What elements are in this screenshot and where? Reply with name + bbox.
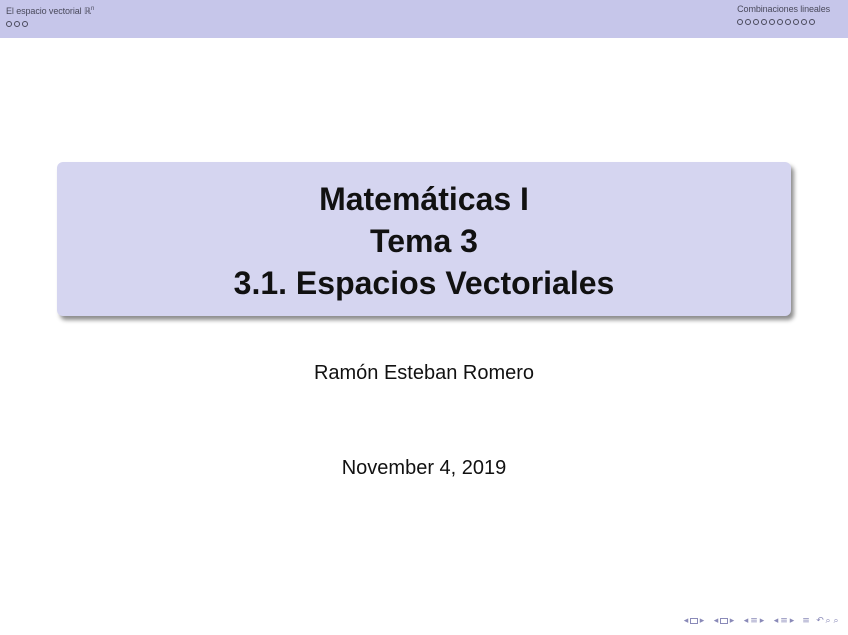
section-nav-group — [742, 615, 766, 627]
author-name: Ramón Esteban Romero — [313, 362, 535, 384]
frame-dot[interactable] — [745, 19, 751, 25]
next-subsection-arrow-icon[interactable]: ▸ — [729, 616, 735, 626]
back-icon[interactable]: ↶ — [816, 616, 824, 626]
frame-dot[interactable] — [14, 21, 20, 27]
document-icon[interactable]: ≡ — [780, 616, 788, 626]
frame-dot[interactable] — [777, 19, 783, 25]
nav-section-title[interactable]: El espacio vectorial ℝ$^n$ — [6, 6, 95, 16]
appendix-icon[interactable]: ≡ — [802, 616, 810, 626]
frame-dot[interactable] — [737, 19, 743, 25]
prev-section-arrow-icon[interactable]: ◂ — [743, 616, 749, 626]
next-document-arrow-icon[interactable]: ▸ — [789, 616, 795, 626]
presentation-date: November 4, 2019 — [341, 457, 507, 479]
frame-dot[interactable] — [769, 19, 775, 25]
nav-section-title[interactable]: Combinaciones lineales — [737, 4, 830, 14]
course-title: Matemáticas I — [319, 181, 529, 217]
prev-frame-arrow-icon[interactable]: ◂ — [683, 616, 689, 626]
frame-dot[interactable] — [809, 19, 815, 25]
nav-frame-dots — [737, 19, 830, 27]
search-icon[interactable]: ⌕ — [833, 616, 839, 626]
beamer-navigation-symbols — [676, 615, 840, 627]
nav-frame-dots — [6, 21, 94, 29]
prev-subsection-arrow-icon[interactable]: ◂ — [713, 616, 719, 626]
section-icon[interactable]: ≡ — [750, 616, 758, 626]
frame-icon[interactable] — [690, 618, 698, 624]
topic-title: 3.1. Espacios Vectoriales — [233, 265, 615, 301]
next-section-arrow-icon[interactable]: ▸ — [759, 616, 765, 626]
subsection-nav-group — [712, 615, 736, 627]
frame-dot[interactable] — [753, 19, 759, 25]
subsection-icon[interactable] — [720, 618, 728, 624]
next-frame-arrow-icon[interactable]: ▸ — [699, 616, 705, 626]
frame-nav-group — [682, 615, 706, 627]
presentation-nav-group — [772, 615, 796, 627]
search-icon[interactable]: ⌕ — [825, 616, 831, 626]
frame-dot[interactable] — [22, 21, 28, 27]
frame-dot[interactable] — [6, 21, 12, 27]
appendix-nav-group — [802, 615, 810, 627]
frame-dot[interactable] — [801, 19, 807, 25]
prev-document-arrow-icon[interactable]: ◂ — [773, 616, 779, 626]
header-navigation-bar — [0, 0, 848, 38]
title-block — [57, 162, 791, 316]
frame-dot[interactable] — [793, 19, 799, 25]
frame-dot[interactable] — [761, 19, 767, 25]
tools-nav-group — [816, 615, 840, 627]
frame-dot[interactable] — [785, 19, 791, 25]
nav-section-linear-combinations[interactable] — [737, 4, 830, 27]
topic-number: Tema 3 — [370, 223, 478, 259]
nav-section-vector-space[interactable] — [6, 4, 94, 29]
